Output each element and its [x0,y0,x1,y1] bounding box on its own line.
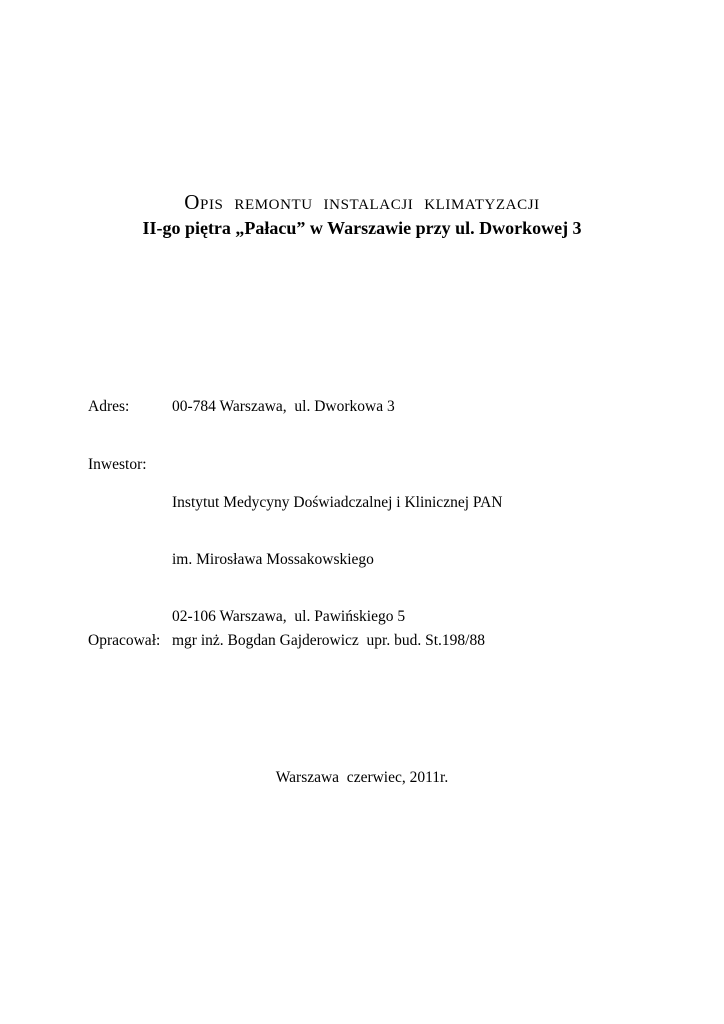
investor-line-address: 02-106 Warszawa, ul. Pawińskiego 5 [172,608,406,625]
investor-label: Inwestor: [88,456,147,473]
prepared-by-value: mgr inż. Bogdan Gajderowicz upr. bud. St.198/88 [172,632,485,649]
place-date: Warszawa czerwiec, 2011r. [275,769,449,786]
prepared-by-label: Opracował: [88,632,161,649]
investor-line-institute: Instytut Medycyny Doświadczalnej i Klinicznej PAN [172,494,503,511]
document-title: Opis remontu instalacji klimatyzacji [184,190,540,214]
document-subtitle: II-go piętra „Pałacu” w Warszawie przy ul. Dworkowej 3 [142,218,582,238]
address-value: 00-784 Warszawa, ul. Dworkowa 3 [172,398,395,415]
address-label: Adres: [88,398,130,415]
investor-line-patron: im. Mirosława Mossakowskiego [172,551,374,568]
